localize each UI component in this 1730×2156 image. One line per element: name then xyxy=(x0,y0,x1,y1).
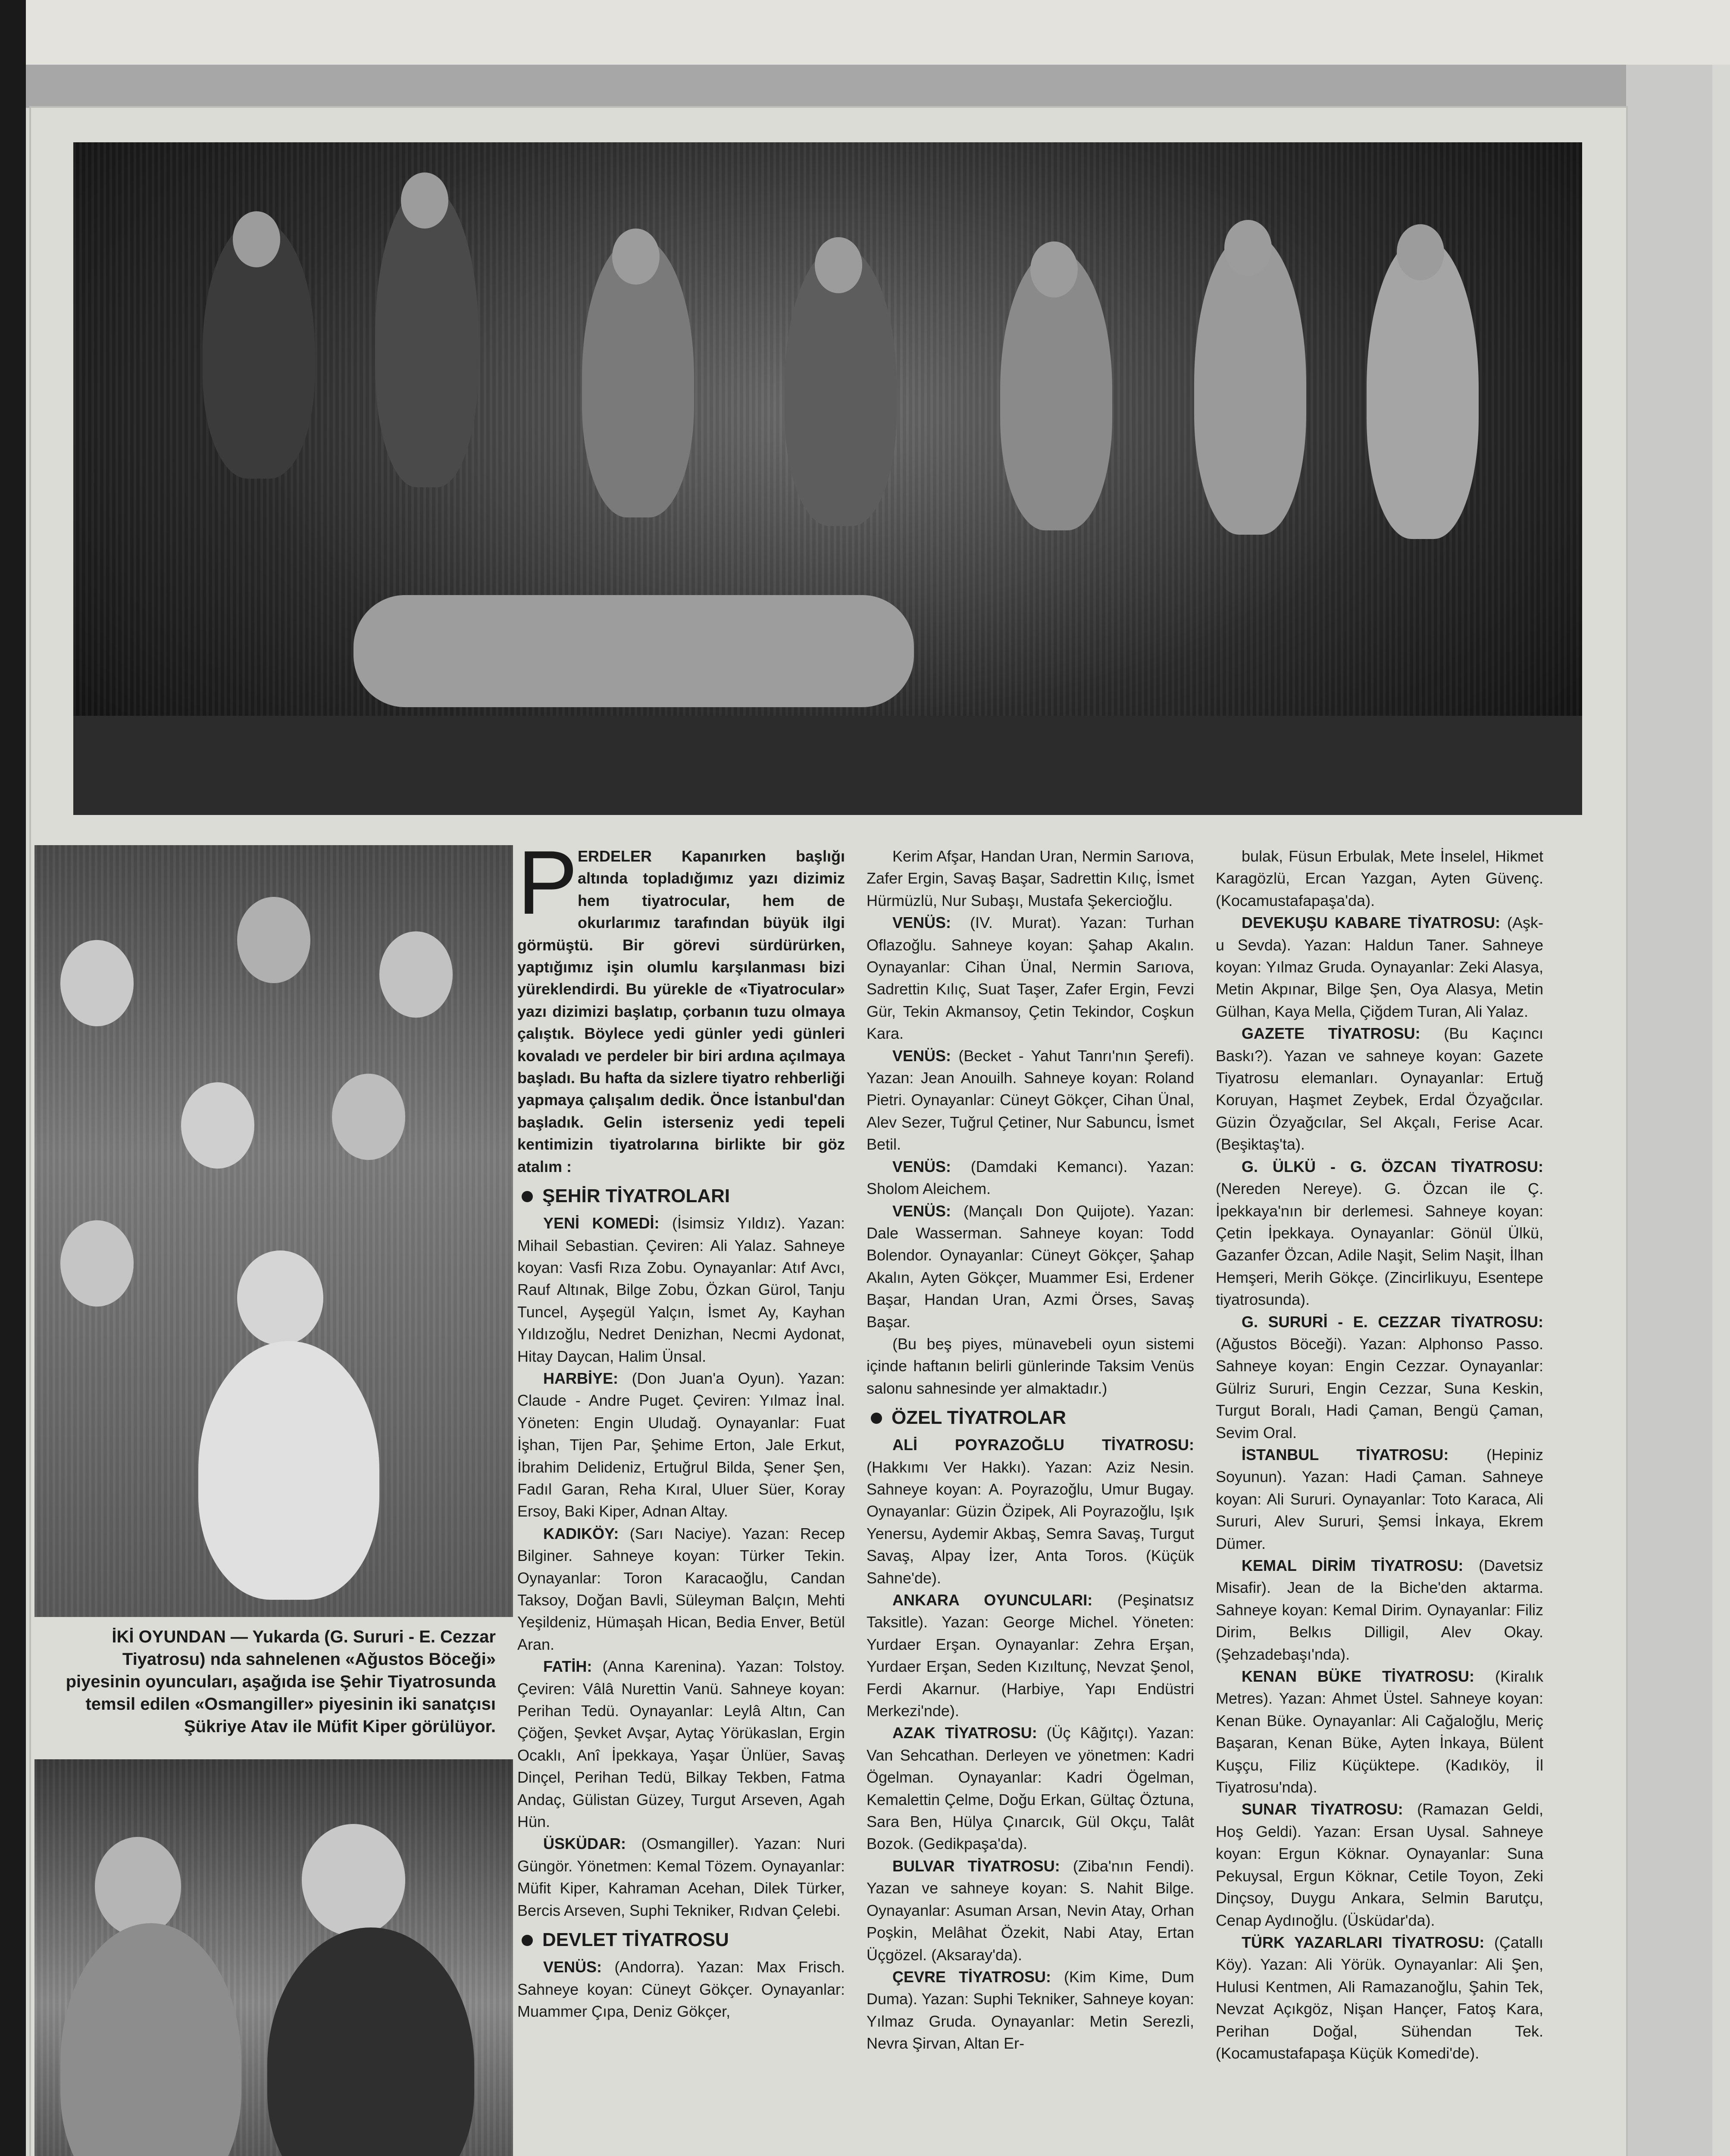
photo-caption: İKİ OYUNDAN — Yukarda (G. Sururi - E. Cezzar Tiyatrosu) nda sahnelenen «Ağustos Böceği» piyesinin oyuncuları, aşağıda ise Şehir Tiyatrosunda temsil edilen «Osmangiller» piyesinin iki sanatçısı Şükriye Atav ile Müfit Kiper görülüyor. xyxy=(66,1627,496,1736)
theatre-name: VENÜS: xyxy=(543,1958,602,1976)
listing-text: (Kiralık Metres). Yazan: Ahmet Üstel. Sahneye koyan: Kenan Büke. Oynayanlar: Ali Cağaloğlu, Meriç Başaran, Kenan Büke, Ayten İnkaya, Bülent Kuşçu, Filiz Küçüktepe. (Kadıköy, İl Tiyatrosu'nda). xyxy=(1216,1667,1543,1796)
listing-text: (Anna Karenina). Yazan: Tolstoy. Çeviren: Vâlâ Nurettin Vanü. Sahneye koyan: Perihan Tedü. Oynayanlar: Leylâ Altın, Can Çöğen, Şevket Avşar, Aytaç Yörükaslan, Ergin Ocaklı, Anî İpekkaya, Yaşar Ünlüer, Savaş Dinçel, Perihan Tedü, Bilkay Tekben, Fatma Andaç, Gülistan Güzey, Turgut Arseven, Agah Hün. xyxy=(517,1658,845,1831)
theatre-name: G. ÜLKÜ - G. ÖZCAN TİYATROSU: xyxy=(1242,1157,1543,1175)
listing-entry xyxy=(867,912,1194,1044)
listing-text: (Davetsiz Misafir). Jean de la Biche'den aktarma. Sahneye koyan: Kemal Dirim. Oynayanlar: Filiz Dirim, Belkıs Dilligil, Alev Okay. (Şehzadebaşı'nda). xyxy=(1216,1557,1543,1663)
theatre-name: YENİ KOMEDİ: xyxy=(543,1214,660,1232)
col1-listings xyxy=(517,1212,845,1921)
listing-entry xyxy=(1216,1022,1543,1155)
theatre-name: SUNAR TİYATROSU: xyxy=(1242,1800,1403,1818)
actor-figure xyxy=(1367,237,1479,539)
listing-entry xyxy=(517,1833,845,1921)
listing-text: (Becket - Yahut Tanrı'nın Şerefi). Yazan: Jean Anouilh. Sahneye koyan: Roland Pietri. Oynayanlar: Cüneyt Gökçer, Cihan Ünal, Alev Sezer, Tuğrul Çetiner, Nur Sabuncu, İsmet Betil. xyxy=(867,1047,1194,1153)
theatre-name: G. SURURİ - E. CEZZAR TİYATROSU: xyxy=(1242,1313,1543,1331)
theatre-name: KENAN BÜKE TİYATROSU: xyxy=(1242,1667,1474,1686)
stage-floor xyxy=(73,716,1582,815)
listing-entry xyxy=(867,1333,1194,1399)
listing-text: (İsimsiz Yıldız). Yazan: Mihail Sebastian. Çeviren: Ali Yalaz. Sahneye koyan: Vasfi Rıza Zobu. Oynayanlar: Atıf Avcı, Rauf Altınak, Bilge Zobu, Özkan Gürol, Tanju Tuncel, Ayşegül Yalçın, İsmet Ay, Kayhan Yıldızoğlu, Nedret Denizhan, Necmi Aydonat, Hitay Daycan, Halim Ünsal. xyxy=(517,1214,845,1365)
listing-entry xyxy=(867,1156,1194,1200)
col2-listings xyxy=(867,845,1194,1399)
listing-entry xyxy=(517,1655,845,1833)
drop-cap: P xyxy=(517,845,578,933)
listing-text: (Çatallı Köy). Yazan: Ali Yörük. Oynayanlar: Ali Şen, Hulusi Kentmen, Ali Ramazanoğlu, Şahin Tek, Nevzat Açıkgöz, Nişan Hançer, Fatoş Kara, Perihan Doğal, Sühendan Tek. (Kocamustafapaşa Küçük Komedi'de). xyxy=(1216,1933,1543,2062)
listing-text: (Aşk-u Sevda). Yazan: Haldun Taner. Sahneye koyan: Yılmaz Gruda. Oynayanlar: Zeki Alasya, Metin Akpınar, Bilge Şen, Oya Alasya, Metin Gülhan, Kaya Mella, Çiğdem Turan, Ali Yalaz. xyxy=(1216,914,1543,1020)
listing-text: (Don Juan'a Oyun). Yazan: Claude - Andre Puget. Çeviren: Yılmaz İnal. Yöneten: Engin Uludağ. Oynayanlar: Fuat İşhan, Tijen Par, Şehime Erton, Jale Erkut, İbrahim Delideniz, Ertuğrul Bilda, Şener Şen, Fadıl Garan, Reha Kıral, Uluer Süer, Koray Ersoy, Baki Kiper, Adnan Altay. xyxy=(517,1369,845,1520)
actor-head xyxy=(302,1824,405,1936)
theatre-name: FATİH: xyxy=(543,1658,592,1676)
listing-entry xyxy=(1216,845,1543,912)
theatre-name: ANKARA OYUNCULARI: xyxy=(892,1591,1093,1609)
listing-entry xyxy=(867,1434,1194,1589)
theatre-name: KEMAL DİRİM TİYATROSU: xyxy=(1242,1557,1464,1574)
col3-listings xyxy=(1216,845,1543,2064)
actor-head xyxy=(401,172,448,229)
listing-entry xyxy=(1216,1798,1543,1931)
listing-entry xyxy=(1216,1931,1543,2064)
theatre-name: VENÜS: xyxy=(892,1047,951,1065)
listing-entry xyxy=(517,1212,845,1367)
theatre-name: ÇEVRE TİYATROSU: xyxy=(892,1968,1051,1986)
listing-text: (Mançalı Don Quijote). Yazan: Dale Wasserman. Sahneye koyan: Todd Bolendor. Oynayanlar: Cüneyt Gökçer, Şahap Akalın, Ayten Gökçer, Muammer Esi, Erdener Başar, Handan Uran, Azmi Örses, Savaş Başar. xyxy=(867,1202,1194,1331)
listing-text: (IV. Murat). Yazan: Turhan Oflazoğlu. Sahneye koyan: Şahap Akalın. Oynayanlar: Cihan Ünal, Nermin Sarıova, Sadrettin Kılıç, Suat Taşer, Zafer Ergin, Fevzi Gür, Tekin Akmansoy, Çetin Tekindor, Coşkun Kara. xyxy=(867,914,1194,1043)
top-gray-band xyxy=(26,65,1664,108)
listing-entry xyxy=(867,1589,1194,1722)
listing-entry xyxy=(867,845,1194,912)
listing-entry xyxy=(867,1966,1194,2055)
listing-text: Kerim Afşar, Handan Uran, Nermin Sarıova, Zafer Ergin, Savaş Başar, Sadrettin Kılıç, İsmet Hürmüzlü, Nur Subaşı, Mustafa Şekercioğlu. xyxy=(867,847,1194,909)
actor-figure xyxy=(375,185,479,487)
bullet-icon xyxy=(871,1413,882,1424)
listing-entry xyxy=(867,1200,1194,1333)
listing-entry xyxy=(1216,912,1543,1022)
listing-text: (Hakkımı Ver Hakkı). Yazan: Aziz Nesin. Sahneye koyan: A. Poyrazoğlu, Umur Bugay. Oynayanlar: Güzin Özipek, Ali Poyrazoğlu, Işık Yenersu, Aydemir Akbaş, Semra Savaş, Turgut Savaş, Alpay İzer, Anta Toros. (Küçük Sahne'de). xyxy=(867,1458,1194,1587)
actor-figure xyxy=(1194,233,1306,535)
theatre-name: KADIKÖY: xyxy=(543,1524,619,1542)
listing-entry xyxy=(867,1855,1194,1966)
listing-text: (Ağustos Böceği). Yazan: Alphonso Passo. Sahneye koyan: Engin Cezzar. Oynayanlar: Gülriz Sururi, Engin Cezzar, Suna Keskin, Turgut Boralı, Hadi Çaman, Bengü Çaman, Sevim Oral. xyxy=(1216,1335,1543,1442)
text-column-1 xyxy=(517,845,845,2156)
theatre-name: VENÜS: xyxy=(892,1202,951,1220)
section-heading-sehir xyxy=(517,1182,845,1210)
listing-text: (Üç Kâğıtçı). Yazan: Van Sehcathan. Derleyen ve yönetmen: Kadri Ögelman. Oynayanlar: Kadri Ögelman, Kemalettin Çelme, Doğu Erkan, Gültaç Öztuna, Sara Ben, Hülya Çınarcık, Gül Okçu, Talât Bozok. (Gedikpaşa'da). xyxy=(867,1724,1194,1853)
reclining-actor xyxy=(354,595,914,707)
listing-entry xyxy=(517,1367,845,1523)
actor-head xyxy=(815,237,862,293)
actor-head xyxy=(233,211,280,267)
actor-head xyxy=(237,1250,323,1345)
actress-head xyxy=(95,1837,181,1936)
section-title: DEVLET TİYATROSU xyxy=(542,1929,729,1951)
listing-entry xyxy=(1216,1156,1543,1311)
listing-text: bulak, Füsun Erbulak, Mete İnselel, Hikmet Karagözlü, Ercan Yazgan, Ayten Güvenç. (Kocamustafapaşa'da). xyxy=(1216,847,1543,909)
actress-head xyxy=(332,1074,405,1160)
seated-actor xyxy=(198,1341,379,1600)
listing-text: (Ziba'nın Fendi). Yazan ve sahneye koyan: S. Nahit Bilge. Oynayanlar: Asuman Arsan, Nevin Atay, Orhan Poşkin, Melâhat Özekit, Nabi Atay, Ertan Üçgözel. (Aksaray'da). xyxy=(867,1857,1194,1964)
intro-paragraph xyxy=(517,845,845,1178)
actor-head xyxy=(1224,220,1272,276)
intro-text: ERDELER Kapanırken başlığı altında topladığımız yazı dizimiz hem tiyatrocular, hem de okurlarımız tarafından büyük ilgi görmüştü. Bir görevi sürdürürken, yaptığımız işin olumlu karşılanması bizi yüreklendirdi. Bu yürekle de «Tiyatrocular» yazı dizimizi başlatıp, çorbanın tuzu olmaya çalıştık. Böylece yedi günler yedi günleri kovaladı ve perdeler bir biri ardına açılmaya başladı. Bu hafta da sizlere tiyatro rehberliği yapmaya çalışalım dedik. Önce İstanbul'dan başladık. Gelin isterseniz yedi tepeli kentimizin tiyatrolarına birlikte bir göz atalım : xyxy=(517,847,845,1175)
theatre-name: BULVAR TİYATROSU: xyxy=(892,1857,1060,1875)
listing-entry xyxy=(1216,1444,1543,1554)
section-title: ÖZEL TİYATROLAR xyxy=(892,1407,1066,1429)
listing-entry xyxy=(867,1045,1194,1156)
listing-text: (Osmangiller). Yazan: Nuri Güngör. Yönetmen: Kemal Tözem. Oynayanlar: Müfit Kiper, Kahraman Acehan, Dilek Türker, Bercis Arseven, Suphi Tekniker, Rıdvan Çelebi. xyxy=(517,1835,845,1919)
theatre-name: TÜRK YAZARLARI TİYATROSU: xyxy=(1242,1933,1485,1951)
theatre-name: DEVEKUŞU KABARE TİYATROSU: xyxy=(1242,914,1501,932)
theatre-name: ÜSKÜDAR: xyxy=(543,1835,626,1853)
section-heading-ozel xyxy=(867,1404,1194,1432)
listing-text: (Ramazan Geldi, Hoş Geldi). Yazan: Ersan Uysal. Sahneye koyan: Ergun Köknar. Oynayanlar: Suna Pekuysal, Ergun Köknar, Cetile Toyon, Zeki Dinçsoy, Duygu Ankara, Selmin Barutçu, Cenap Aydınoğlu. (Üsküdar'da). xyxy=(1216,1800,1543,1929)
actress-head xyxy=(379,931,453,1018)
section-heading-devlet xyxy=(517,1926,845,1954)
group-cast-photo xyxy=(73,142,1582,815)
actor-head xyxy=(612,229,660,285)
osmangiller-scene-photo xyxy=(34,1759,513,2156)
text-column-3 xyxy=(1216,845,1543,2156)
bullet-icon xyxy=(522,1191,533,1202)
actor-head xyxy=(237,897,310,983)
theatre-name: AZAK TİYATROSU: xyxy=(892,1724,1037,1742)
theatre-name: HARBİYE: xyxy=(543,1369,619,1387)
bullet-icon xyxy=(522,1935,533,1946)
listing-entry xyxy=(517,1956,845,2022)
top-paper-edge xyxy=(0,0,1730,65)
listing-text: (Bu Kaçıncı Baskı?). Yazan ve sahneye koyan: Gazete Tiyatrosu elemanları. Oynayanlar: Ertuğ Koruyan, Haşmet Zeybek, Erdal Özyağcılar. Güzin Özyağcılar, Sel Akçalı, Ferise Acar. (Beşiktaş'ta). xyxy=(1216,1025,1543,1153)
theatre-name: ALİ POYRAZOĞLU TİYATROSU: xyxy=(892,1436,1194,1454)
listing-entry xyxy=(1216,1311,1543,1444)
actress-head xyxy=(60,1220,134,1307)
listing-text: (Hepiniz Soyunun). Yazan: Hadi Çaman. Sahneye koyan: Ali Sururi. Oynayanlar: Toto Karaca, Ali Sururi, Alev Sururi, Şemsi İnkaya, Ekrem Dümer. xyxy=(1216,1445,1543,1552)
theatre-name: VENÜS: xyxy=(892,914,951,932)
listing-text: (Damdaki Kemancı). Yazan: Sholom Aleichem. xyxy=(867,1157,1194,1198)
actress-head xyxy=(60,940,134,1026)
actor-head xyxy=(1030,241,1078,298)
right-page-fold xyxy=(1626,65,1712,2156)
listing-entry xyxy=(1216,1665,1543,1798)
listing-text: (Sarı Naciye). Yazan: Recep Bilginer. Sahneye koyan: Türker Tekin. Oynayanlar: Toron Karacaoğlu, Candan Taksoy, Doğan Bavli, Süleyman Balçın, Mehti Yeşildeniz, Hümaşah Hican, Bedia Enver, Betül Aran. xyxy=(517,1524,845,1653)
text-column-2 xyxy=(867,845,1194,2156)
actors-portrait-photo xyxy=(34,845,513,1617)
section-title: ŞEHİR TİYATROLARI xyxy=(542,1185,730,1207)
listing-text: (Peşinatsız Taksitle). Yazan: George Michel. Yöneten: Yurdaer Erşan. Oynayanlar: Zehra Erşan, Yurdaer Erşan, Seden Kızıltunç, Nevzat Şenol, Ferdi Akarnur. (Harbiye, Yapı Endüstri Merkezi'nde). xyxy=(867,1591,1194,1720)
left-dark-edge xyxy=(0,0,26,2156)
listing-text: (Andorra). Yazan: Max Frisch. Sahneye koyan: Cüneyt Gökçer. Oynayanlar: Muammer Çıpa, Deniz Gökçer, xyxy=(517,1958,845,2020)
listing-text: (Bu beş piyes, münavebeli oyun sistemi içinde haftanın belirli günlerinde Taksim Venüs salonu sahnesinde yer almaktadır.) xyxy=(867,1335,1194,1397)
theatre-name: GAZETE TİYATROSU: xyxy=(1242,1025,1420,1043)
actress-head xyxy=(181,1082,254,1169)
theatre-name: VENÜS: xyxy=(892,1157,951,1175)
col2-private-listings xyxy=(867,1434,1194,2054)
theatre-name: İSTANBUL TİYATROSU: xyxy=(1242,1445,1449,1463)
listing-entry xyxy=(867,1722,1194,1855)
listing-entry xyxy=(1216,1554,1543,1665)
listing-text: (Nereden Nereye). G. Özcan ile Ç. İpekkaya'nın bir derlemesi. Sahneye koyan: Çetin İpekkaya. Oynayanlar: Gönül Ülkü, Gazanfer Özcan, Adile Naşit, Selim Naşit, İlhan Hemşeri, Merih Gökçe. (Zincirlikuyu, Esentepe tiyatrosunda). xyxy=(1216,1180,1543,1309)
listing-entry xyxy=(517,1523,845,1655)
actor-head xyxy=(1397,224,1444,280)
listing-text: (Kim Kime, Dum Duma). Yazan: Suphi Tekniker, Sahneye koyan: Yılmaz Gruda. Oynayanlar: Metin Serezli, Nevra Şirvan, Altan Er- xyxy=(867,1968,1194,2053)
